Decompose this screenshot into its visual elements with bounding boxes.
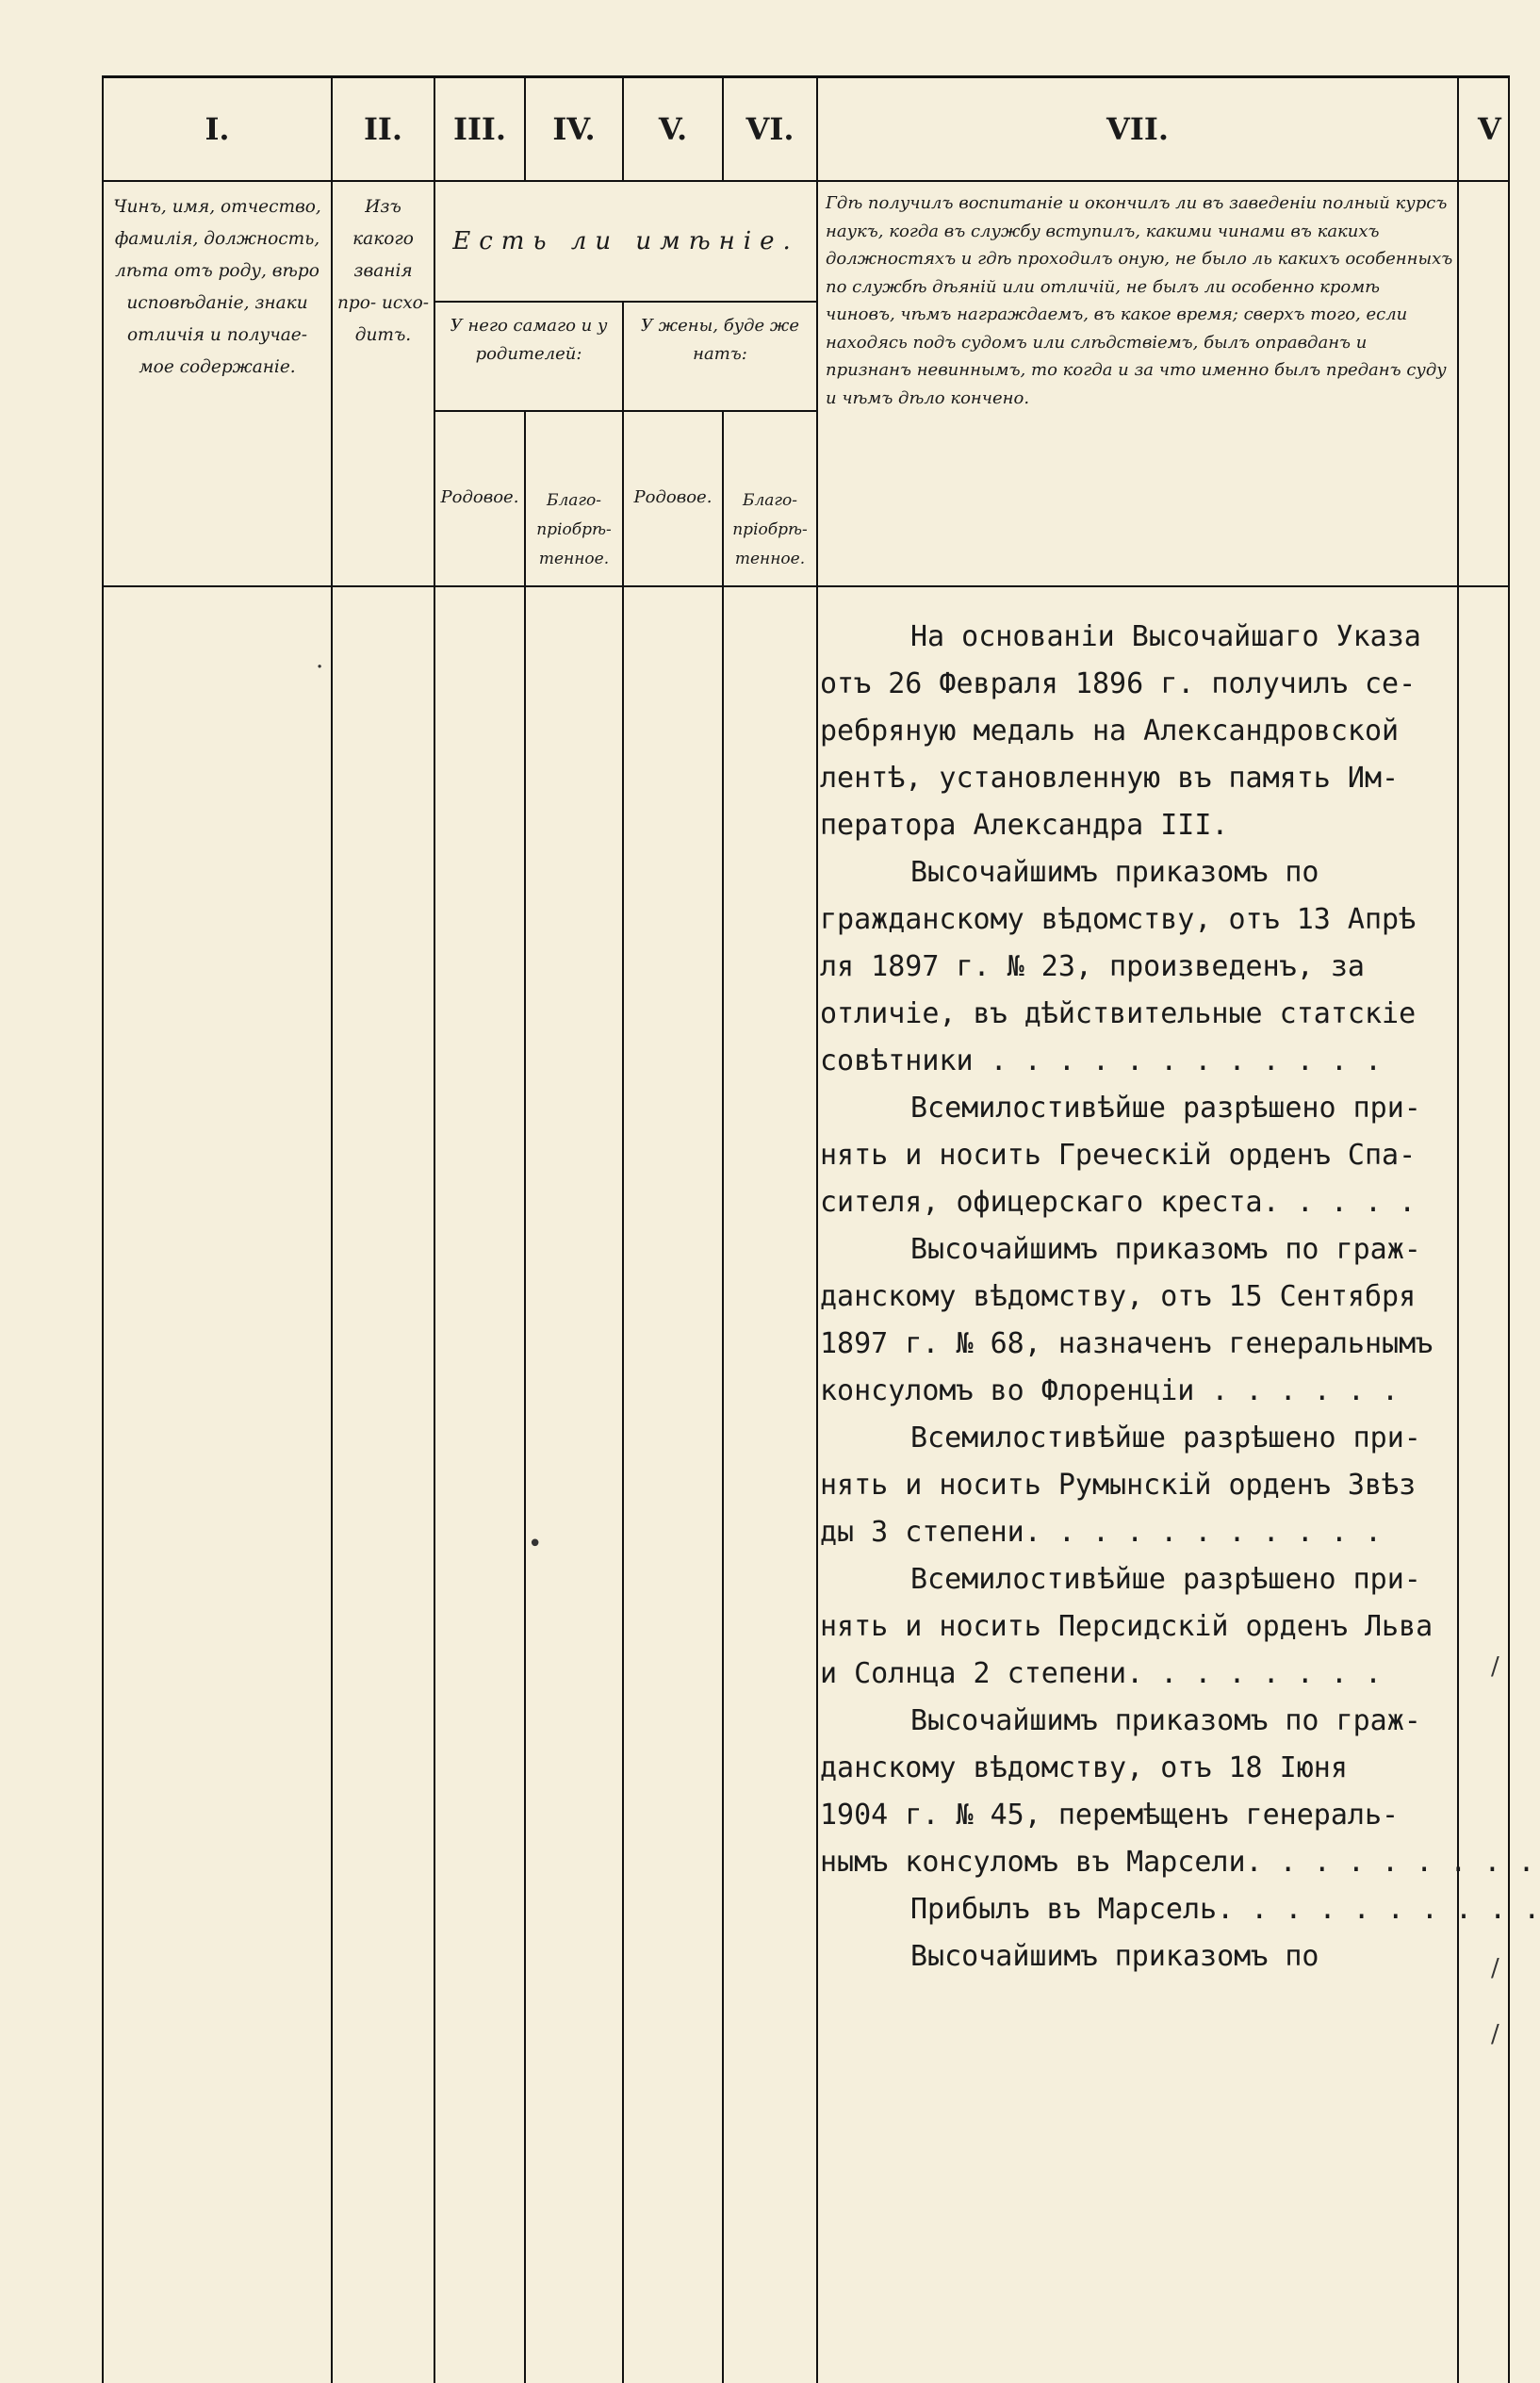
entry-line: Высочайшимъ приказомъ по	[910, 1940, 1319, 1973]
col-header-2: II.	[333, 78, 435, 182]
entry-line: 1897 г. № 68, назначенъ генеральнымъ	[820, 1327, 1434, 1360]
col-header-8: V	[1459, 78, 1510, 182]
entry-line: Всемилостивѣйше разрѣшено при-	[910, 1422, 1421, 1454]
entry-line: Высочайшимъ приказомъ по граж-	[910, 1704, 1421, 1737]
col2-body	[333, 587, 435, 2383]
col-header-3: III.	[435, 78, 526, 182]
entry-line: отличіе, въ дѣйствительные статскіе	[820, 997, 1417, 1030]
col-header-5: V.	[624, 78, 724, 182]
col6-body	[724, 587, 818, 2383]
own-property-heading: У него самаго и у родителей:	[435, 303, 624, 412]
entry-line: данскому вѣдомству, отъ 15 Сентября	[820, 1280, 1417, 1313]
entry-line: нять и носить Греческій орденъ Спа-	[820, 1139, 1417, 1172]
col-header-6: VI.	[724, 78, 818, 182]
col5-body	[624, 587, 724, 2383]
entry-line: и Солнца 2 степени. . . . . . . .	[820, 1657, 1383, 1690]
entry-line: консуломъ во Флоренціи . . . . . .	[820, 1374, 1400, 1407]
entry-line: нымъ консуломъ въ Марсели. . . . . . . . .	[820, 1846, 1535, 1879]
entry-line: нять и носить Персидскій орденъ Льва	[820, 1610, 1434, 1643]
col8-body	[1459, 587, 1510, 2383]
col-header-7	[818, 78, 1459, 182]
col8-heading	[1459, 182, 1510, 587]
entry-line: Всемилостивѣйше разрѣшено при-	[910, 1563, 1421, 1596]
entry-line: нять и носить Румынскій орденъ Звѣз	[820, 1469, 1417, 1502]
entry-line: 1904 г. № 45, перемѣщенъ генераль-	[820, 1799, 1400, 1832]
entry-line: ды 3 степени. . . . . . . . . . .	[820, 1516, 1383, 1549]
wife-property-heading: У жены, буде же натъ:	[624, 303, 818, 412]
ink-dot: ·	[316, 653, 324, 682]
own-acquired-heading: Благо- пріобрѣ- тенное.	[526, 412, 624, 587]
entry-line: Высочайшимъ приказомъ по граж-	[910, 1233, 1421, 1266]
col-header-7-label: VII.	[1106, 111, 1169, 147]
pencil-tick: /	[1491, 1652, 1499, 1681]
entry-line: Высочайшимъ приказомъ по	[910, 856, 1319, 889]
ink-dot: •	[528, 1530, 543, 1558]
entry-line: Всемилостивѣйше разрѣшено при-	[910, 1092, 1421, 1125]
wife-acquired-heading: Благо- пріобрѣ- тенное.	[724, 412, 818, 587]
service-record-entries	[818, 587, 1540, 2383]
pencil-tick: /	[1491, 1954, 1499, 1982]
col1-body	[104, 587, 333, 2383]
pencil-tick: /	[1491, 2020, 1499, 2048]
entry-line: данскому вѣдомству, отъ 18 Іюня	[820, 1751, 1348, 1784]
wife-ancestral-heading: Родовое.	[624, 412, 724, 587]
entry-line: Прибылъ въ Марсель. . . . . . . . . .	[910, 1893, 1540, 1926]
own-ancestral-heading: Родовое.	[435, 412, 526, 587]
col-header-1: I.	[104, 78, 333, 182]
col4-body	[526, 587, 624, 2383]
service-record-table	[102, 75, 1540, 2383]
entry-line: ператора Александра III.	[820, 809, 1229, 842]
entry-line: ля 1897 г. № 23, произведенъ, за	[820, 950, 1365, 983]
entry-line: совѣтники . . . . . . . . . . . .	[820, 1044, 1383, 1077]
entry-line: гражданскому вѣдомству, отъ 13 Апрѣ	[820, 903, 1417, 936]
entry-line: сителя, офицерскаго креста. . . . .	[820, 1186, 1417, 1219]
entry-line: ребряную медаль на Александровской	[820, 715, 1400, 748]
col2-heading: Изъ какого званія про- исхо- дитъ.	[333, 182, 435, 587]
entry-line: На основаніи Высочайшаго Указа	[910, 620, 1421, 653]
col7-heading: Гдѣ получилъ воспитаніе и окончилъ ли въ заведеніи полный курсъ наукъ, когда въ службу вступилъ, какими чинами въ какихъ должностяхъ и гдѣ проходилъ оную, не было ль какихъ особенныхъ по службѣ дѣяній или отличій, не былъ ли особенно кромѣ чиновъ, чѣмъ награждаемъ, въ какое время; сверхъ того, если находясь подъ судомъ или слѣдствіемъ, былъ оправданъ и признанъ невиннымъ, то когда и за что именно былъ преданъ суду и чѣмъ дѣло кончено.	[818, 182, 1459, 587]
entry-line: отъ 26 Февраля 1896 г. получилъ се-	[820, 667, 1417, 700]
entry-line: лентѣ, установленную въ память Им-	[820, 762, 1400, 795]
property-group-heading: Есть ли имѣніе.	[435, 182, 818, 303]
col1-heading: Чинъ, имя, отчество, фамилія, должность, лѣта отъ роду, вѣро исповѣданіе, знаки отличія и получае- мое содержаніе.	[104, 182, 333, 587]
col3-body	[435, 587, 526, 2383]
col-header-4: IV.	[526, 78, 624, 182]
